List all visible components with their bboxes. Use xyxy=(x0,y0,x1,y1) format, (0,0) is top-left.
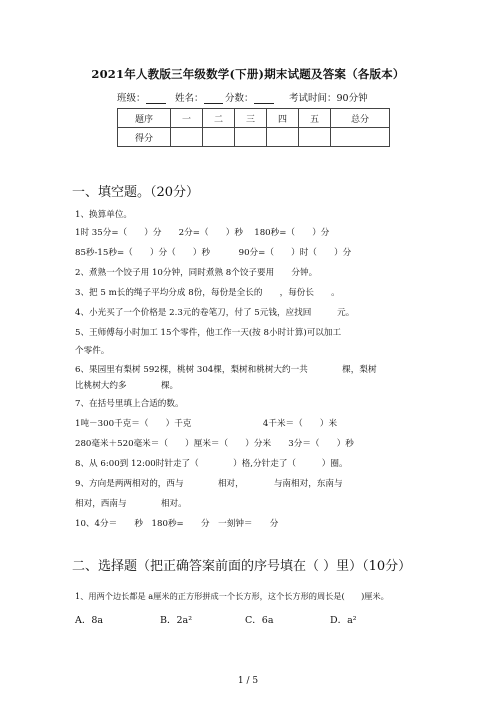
question-line: 280毫米＋520毫米＝（ ）厘米＝（ ）分米 3分＝（ ）秒 xyxy=(75,439,354,449)
table-cell[interactable] xyxy=(235,128,267,147)
table-cell[interactable] xyxy=(267,128,299,147)
question-line: 3、把 5 m长的绳子平均分成 8份，每份是全长的 ，每份长 。 xyxy=(75,288,340,298)
table-cell: 题序 xyxy=(118,109,171,128)
question-line: 1、换算单位。 xyxy=(75,210,133,220)
table-cell: 得分 xyxy=(118,128,171,147)
question-line: 5、王师傅每小时加工 15个零件，他工作一天(按 8小时计算)可以加工 xyxy=(75,328,342,338)
score-field xyxy=(225,90,274,104)
exam-time: 考试时间：90分钟 xyxy=(289,93,368,104)
table-cell[interactable] xyxy=(331,128,390,147)
class-field xyxy=(117,90,166,104)
table-cell[interactable] xyxy=(299,128,331,147)
question-line: 7、在括号里填上合适的数。 xyxy=(75,399,184,409)
table-cell: 四 xyxy=(267,109,299,128)
table-cell: 一 xyxy=(171,109,203,128)
question-line: 相对，西南与 相对。 xyxy=(75,499,187,509)
option-a: A．8a xyxy=(75,615,104,626)
question-line: 个零件。 xyxy=(75,346,110,356)
section-heading-multiple-choice: 二、选择题（把正确答案前面的序号填在（ ）里）（10分） xyxy=(72,559,412,574)
question-line: 85秒-15秒=（ ）分（ ）秒 90分=（ ）时（ ）分 xyxy=(75,248,352,258)
score-table-header-row xyxy=(118,109,390,128)
question-line: 4、小光买了一个价格是 2.3元的卷笔刀，付了 5元钱，应找回 元。 xyxy=(75,308,355,318)
score-table-score-row xyxy=(118,128,390,147)
section-heading-fill-blanks: 一、填空题。（20分） xyxy=(72,185,200,200)
question-line: 9、方向是两两相对的，西与 相对， 与南相对，东南与 xyxy=(75,479,343,489)
question-line: 6、果园里有梨树 592棵，桃树 304棵，梨树和桃树大约一共 棵，梨树 xyxy=(75,365,377,375)
question-line: 1、用两个边长都是 a厘米的正方形拼成一个长方形，这个长方形的周长是( )厘米。 xyxy=(75,591,389,601)
question-line: 8、从 6:00到 12:00时针走了（ ）格,分针走了（ ）圈。 xyxy=(75,459,348,469)
table-cell[interactable] xyxy=(203,128,235,147)
class-blank xyxy=(146,93,166,104)
option-d: D．a² xyxy=(330,615,357,626)
question-line: 10、4分＝ 秒 180秒= 分 一刻钟＝ 分 xyxy=(75,519,279,529)
score-table xyxy=(117,108,390,147)
question-line: 比桃树大约多 棵。 xyxy=(75,381,179,391)
page-number: 1 / 5 xyxy=(237,676,259,686)
question-line: 1时 35分=（ ）分 2分=（ ）秒 180秒=（ ）分 xyxy=(75,228,330,238)
name-field xyxy=(175,90,223,104)
question-line: 1吨－300千克＝（ ）千克 4千米＝（ ）米 xyxy=(75,419,338,429)
score-blank xyxy=(254,93,274,104)
question-line: 2、煮熟一个饺子用 10分钟，同时煮熟 8个饺子要用 分钟。 xyxy=(75,268,318,278)
table-cell: 三 xyxy=(235,109,267,128)
name-blank xyxy=(204,93,223,104)
class-label: 班级： xyxy=(117,93,146,104)
table-cell: 五 xyxy=(299,109,331,128)
score-label: 分数： xyxy=(225,93,254,104)
name-label: 姓名： xyxy=(175,93,204,104)
table-cell: 二 xyxy=(203,109,235,128)
table-cell[interactable] xyxy=(171,128,203,147)
option-c: C．6a xyxy=(245,615,274,626)
page-title: 2021年人教版三年级数学(下册)期末试题及答案（各版本） xyxy=(91,67,405,81)
option-b: B．2a² xyxy=(160,615,192,626)
table-cell: 总分 xyxy=(331,109,390,128)
